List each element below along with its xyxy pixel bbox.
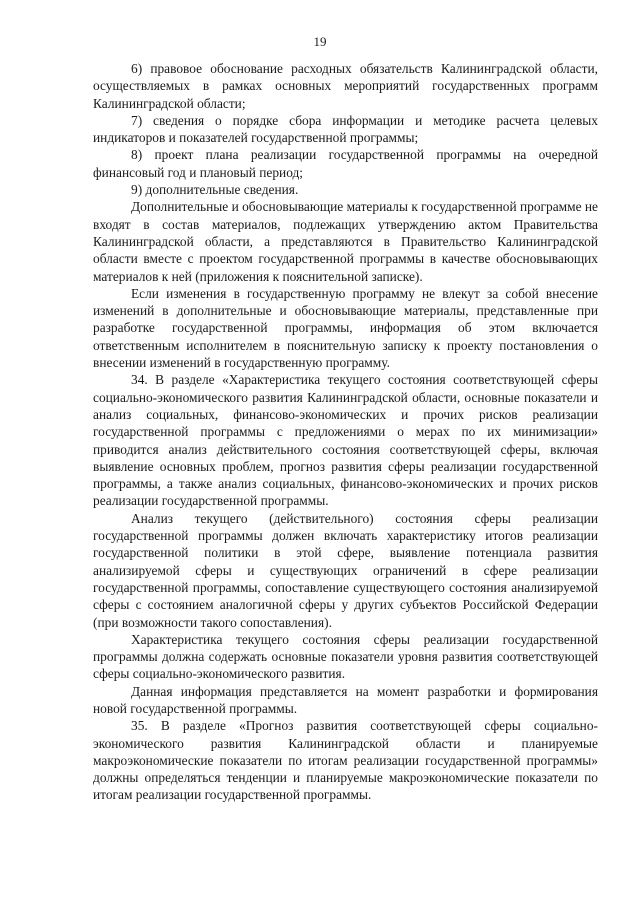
paragraph-item-9: 9) дополнительные сведения. xyxy=(131,182,299,198)
paragraph-item-7: 7) сведения о порядке сбора информации и методике расчета целевых индикаторов и показателей государственной программы; xyxy=(93,112,598,146)
paragraph-item-6: 6) правовое обоснование расходных обязательств Калининградской области, осуществляемых в рамках основных мероприятий государственных программ Калининградской области; xyxy=(93,61,598,111)
body-text xyxy=(93,60,598,804)
page-number: 19 xyxy=(313,34,327,49)
paragraph-section-35: 35. В разделе «Прогноз развития соответствующей сферы социально-экономического развития Калининградской области и планируемые макроэкономические показатели по итогам реализации государственной программы» должны определяться тенденции и планируемые макроэкономические показатели по итогам реализации государственной программы. xyxy=(93,718,598,803)
paragraph-supporting-materials: Дополнительные и обосновывающие материалы к государственной программе не входят в состав материалов, подлежащих утверждению актом Правительства Калининградской области, а представляются в Правительство Калининградской области вместе с проектом государственной программы в качестве обосновывающих материалов к ней (приложения к пояснительной записке). xyxy=(93,199,598,284)
paragraph-current-state-analysis: Анализ текущего (действительного) состояния сферы реализации государственной программы должен включать характеристику итогов реализации государственной политики в этой сфере, выявление потенциала развития анализируемой сферы и существующих ограничений в сфере реализации государственной программы, сопоставление существующего состояния анализируемой сферы с состоянием аналогичной сферы у других субъектов Российской Федерации (при возможности такого сопоставления). xyxy=(93,510,598,630)
paragraph-information-timing: Данная информация представляется на момент разработки и формирования новой государственной программы. xyxy=(93,683,598,716)
paragraph-current-state-characteristics: Характеристика текущего состояния сферы реализации государственной программы должна содержать основные показатели уровня развития соответствующей сферы социально-экономического развития. xyxy=(93,631,598,682)
paragraph-changes-note: Если изменения в государственную программу не влекут за собой внесение изменений в дополнительные и обосновывающие материалы, представленные при разработке государственной программы, информация об этом включается ответственным исполнителем в пояснительную записку к проекту постановления о внесении изменений в государственную программу. xyxy=(93,285,598,371)
paragraph-section-34: 34. В разделе «Характеристика текущего состояния соответствующей сферы социально-экономического развития Калининградской области, основные показатели и анализ социальных, финансово-экономических и прочих рисков реализации государственной программы с предложениями о мерах по их минимизации» приводится анализ действительного состояния соответствующей сферы, включая выявление основных проблем, прогноз развития сферы реализации государственной программы, а также анализ социальных, финансово-экономических и прочих рисков реализации государственной программы. xyxy=(93,372,598,509)
paragraph-item-8: 8) проект плана реализации государственной программы на очередной финансовый год и плановый период; xyxy=(93,147,598,180)
